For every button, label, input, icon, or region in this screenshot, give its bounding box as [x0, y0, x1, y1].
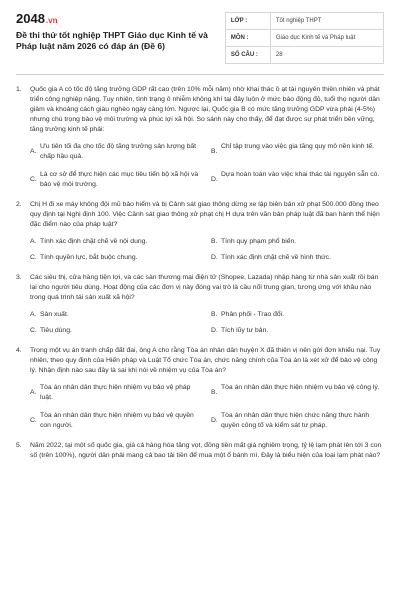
exam-info-table: [225, 12, 384, 64]
question-number: 5.: [16, 442, 22, 449]
option-c[interactable]: [30, 326, 203, 336]
option-text: Tòa án nhân dân thực hiện nhiệm vụ bảo vệ công lý.: [221, 384, 380, 391]
option-letter: C.: [30, 254, 37, 261]
exam-title: Đề thi thử tốt nghiệp THPT Giáo dục Kinh tế và Pháp luật năm 2026 có đáp án (Đề 6): [16, 30, 208, 51]
logo-suffix: .vn: [45, 16, 58, 25]
page-header: [16, 12, 384, 64]
option-text: Chỉ tập trung vào việc gia tăng quy mô nền kinh tế.: [221, 143, 375, 150]
info-value: Tốt nghiệp THPT: [270, 13, 383, 30]
option-a[interactable]: [30, 237, 203, 247]
question-2: [16, 200, 384, 263]
option-text: Ưu tiên tối đa cho tốc độ tăng trưởng sản lượng bất chấp hậu quả.: [40, 143, 197, 160]
question-text: Năm 2022, tại một số quốc gia, giá cả hàng hóa tăng vọt, đồng tiền mất giá nghiêm trọng, tỷ lệ lạm phát lên tới 3 con số (trên 100%), người dân phải mang cả bao tải tiền để mua một ổ bánh mì. Đây là biểu hiện của loại lạm phát nào?: [30, 442, 382, 459]
question-number: 3.: [16, 274, 22, 281]
info-row-subject: [225, 30, 383, 47]
info-label: LỚP :: [225, 13, 270, 30]
option-text: Tính xác định chặt chẽ về hình thức.: [221, 254, 331, 261]
header-divider: [16, 74, 384, 75]
option-letter: C.: [30, 327, 37, 334]
option-letter: B.: [211, 238, 218, 245]
option-letter: A.: [30, 238, 37, 245]
question-body: [30, 273, 384, 336]
option-c[interactable]: [30, 170, 203, 190]
option-text: Tòa án nhân dân thực hiện nhiệm vụ bảo vệ quyền con người.: [40, 412, 194, 429]
option-a[interactable]: [30, 383, 203, 403]
option-letter: B.: [211, 389, 218, 396]
option-text: Dựa hoàn toàn vào việc khai thác tài nguyên sẵn có.: [221, 171, 380, 178]
question-number: 1.: [16, 86, 22, 93]
info-value: Giáo dục Kinh tế và Pháp luật: [270, 30, 383, 47]
option-letter: D.: [211, 327, 218, 334]
answer-options: [30, 237, 384, 263]
info-value: 28: [270, 47, 383, 64]
option-letter: B.: [211, 311, 218, 318]
question-body: [30, 85, 384, 190]
option-d[interactable]: [211, 170, 384, 190]
question-3: [16, 273, 384, 336]
answer-options: [30, 142, 384, 190]
option-b[interactable]: [211, 310, 384, 320]
logo-text: 2048: [16, 11, 45, 26]
option-b[interactable]: [211, 142, 384, 162]
option-text: Phân phối - Trao đổi.: [221, 311, 285, 318]
site-logo[interactable]: [16, 12, 225, 28]
option-b[interactable]: [211, 237, 384, 247]
option-letter: A.: [30, 148, 37, 155]
option-text: Tính quy phạm phổ biến.: [221, 238, 297, 245]
question-text: Chị H đi xe máy không đội mũ bảo hiểm và bị Cảnh sát giao thông dừng xe lập biên bản xử phạt 500.000 đồng theo quy định tại Nghị định 100. Việc Cảnh sát giao thông xử phạt chị H dựa trên văn bản pháp luật đã ban hành thể hiện đặc điểm nào của pháp luật?: [30, 201, 380, 228]
option-letter: D.: [211, 176, 218, 183]
info-row-count: [225, 47, 383, 64]
option-text: Tích lũy tư bản.: [221, 327, 269, 334]
question-5: [16, 441, 384, 461]
option-text: Sản xuất.: [40, 311, 69, 318]
option-letter: D.: [211, 254, 218, 261]
title-block: [16, 12, 225, 52]
option-text: Tiêu dùng.: [40, 327, 72, 334]
option-a[interactable]: [30, 310, 203, 320]
question-number: 2.: [16, 201, 22, 208]
option-d[interactable]: [211, 411, 384, 431]
option-letter: A.: [30, 389, 37, 396]
answer-options: [30, 383, 384, 431]
question-text: Quốc gia A có tốc độ tăng trưởng GDP rất cao (trên 10% mỗi năm) nhờ khai thác ồ ạt tài nguyên thiên nhiên và phát triển công nghiệp nặng. Tuy nhiên, tình trạng ô nhiễm không khí tại đây luôn ở mức báo động đỏ, tuổi thọ người dân giảm và khoảng cách giàu nghèo ngày càng lớn. Ngược lại, Quốc gia B có mức tăng trưởng GDP vừa phải (4-5%) nhưng chú trọng bảo vệ môi trường và phúc lợi xã hội. So sánh này cho thấy, để đạt được sự phát triển bền vững, tăng trưởng kinh tế phải:: [30, 86, 380, 133]
option-b[interactable]: [211, 383, 384, 403]
option-text: Là cơ sở để thực hiện các mục tiêu tiến bộ xã hội và bảo vệ môi trường.: [40, 171, 199, 188]
question-1: [16, 85, 384, 190]
question-text: Các siêu thị, cửa hàng tiện lợi, và các sàn thương mại điện tử (Shopee, Lazada) nhập hàng từ nhà sản xuất rồi bán lại cho người tiêu dùng. Hoạt động của các đơn vị này đóng vai trò là cầu nối trung gian, tương ứng với khâu nào trong quá trình tái sản xuất xã hội?: [30, 274, 379, 301]
question-body: [30, 200, 384, 263]
option-letter: C.: [30, 176, 37, 183]
question-text: Trong một vụ án tranh chấp đất đai, ông A cho rằng Tòa án nhân dân huyện X đã thiên vị nên gửi đơn khiếu nại. Tuy nhiên, theo quy định của Hiến pháp và Luật Tổ chức Tòa án, chức năng chính của Tòa án là xét xử để bảo vệ công lý. Nhận định nào sau đây là sai khi nói về nhiệm vụ của Tòa án?: [30, 347, 381, 374]
option-c[interactable]: [30, 253, 203, 263]
option-text: Tính quyền lực, bắt buộc chung.: [40, 254, 138, 261]
option-letter: A.: [30, 311, 37, 318]
answer-options: [30, 310, 384, 336]
question-number: 4.: [16, 347, 22, 354]
info-label: MÔN :: [225, 30, 270, 47]
option-c[interactable]: [30, 411, 203, 431]
option-letter: C.: [30, 417, 37, 424]
option-d[interactable]: [211, 326, 384, 336]
option-letter: B.: [211, 148, 218, 155]
option-text: Tính xác định chặt chẽ về nội dung.: [40, 238, 148, 245]
option-letter: D.: [211, 417, 218, 424]
option-a[interactable]: [30, 142, 203, 162]
info-row-class: [225, 13, 383, 30]
option-text: Tòa án nhân dân thực hiện chức năng thực hành quyền công tố và kiểm sát tư pháp.: [221, 412, 370, 429]
option-d[interactable]: [211, 253, 384, 263]
question-body: [30, 346, 384, 431]
option-text: Tòa án nhân dân thực hiện nhiệm vụ bảo vệ pháp luật.: [40, 384, 191, 401]
question-4: [16, 346, 384, 431]
info-label: SỐ CÂU :: [225, 47, 270, 64]
question-body: [30, 441, 384, 461]
